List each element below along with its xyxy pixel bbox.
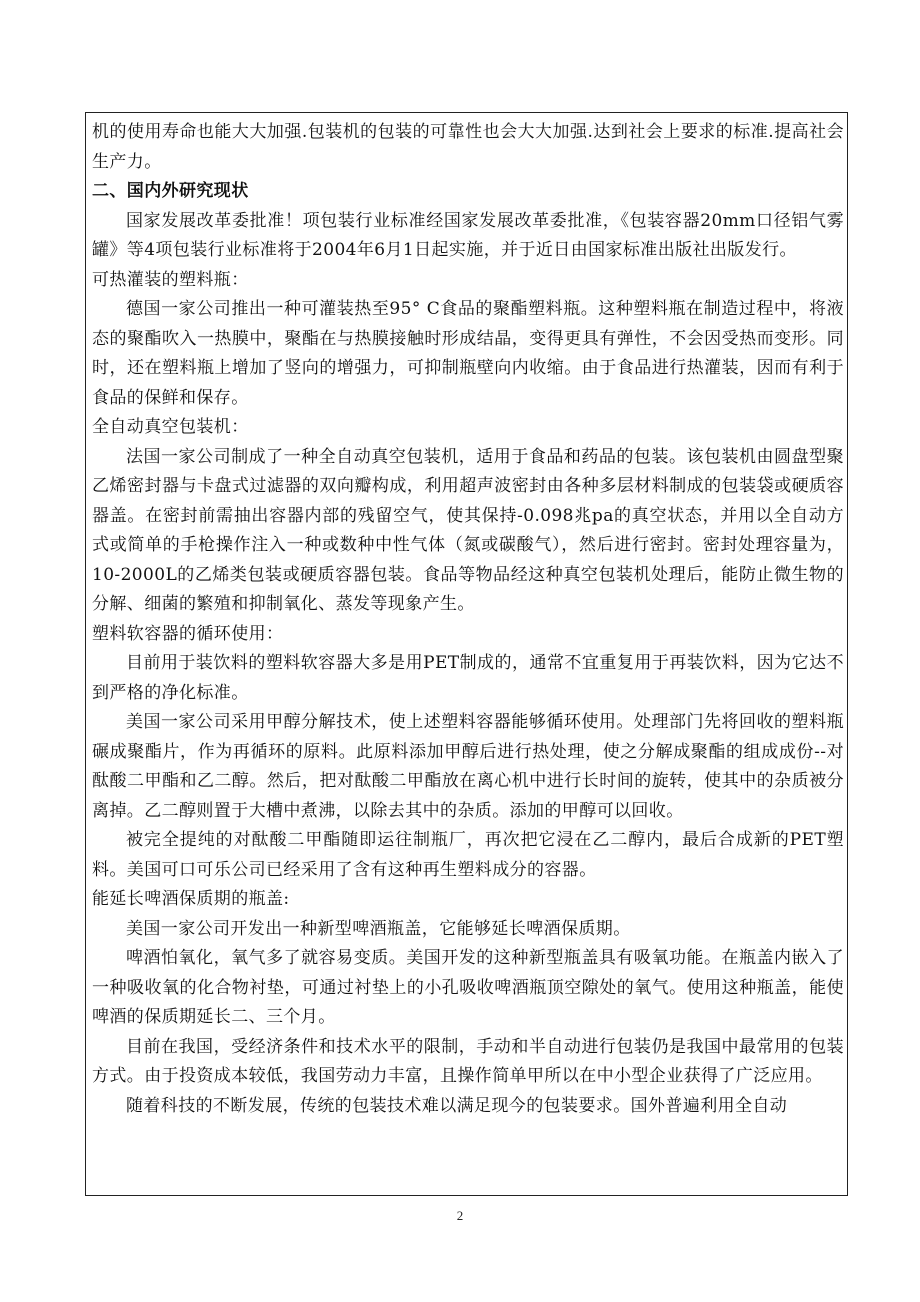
section-heading: 二、国内外研究现状 [92,181,249,201]
page-number: 2 [456,1208,464,1223]
paragraph-vacuum-packer: 法国一家公司制成了一种全自动真空包装机，适用于食品和药品的包装。该包装机由圆盘型聚乙烯密封器与卡盘式过滤器的双向瓣构成，利用超声波密封由各种多层材料制成的包装袋或硬质容器盖。在密封前需抽出容器内部的残留空气，使其保持-0.098兆pa的真空状态，并用以全自动方式或简单的手枪操作注入一种或数种中性气体（氮或碳酸气），然后进行密封。密封处理容量为，10-2000L的乙烯类包装或硬质容器包装。食品等物品经这种真空包装机处理后，能防止微生物的分解、细菌的繁殖和抑制氧化、蒸发等现象产生。 [92,446,844,614]
paragraph-methanol-process: 美国一家公司采用甲醇分解技术，使上述塑料容器能够循环使用。处理部门先将回收的塑料瓶碾成聚酯片，作为再循环的原料。此原料添加甲醇后进行热处理，使之分解成聚酯的组成成份--对酞酸二甲酯和乙二醇。然后，把对酞酸二甲酯放在离心机中进行长时间的旋转，使其中的杂质被分离掉。乙二醇则置于大槽中煮沸，以除去其中的杂质。添加的甲醇可以回收。 [92,712,844,821]
paragraph-recycled-pet: 被完全提纯的对酞酸二甲酯随即运往制瓶厂，再次把它浸在乙二醇内，最后合成新的PET塑料。美国可口可乐公司已经采用了含有这种再生塑料成分的容器。 [92,830,844,880]
subheading-vacuum-packer: 全自动真空包装机： [92,417,249,437]
paragraph-continuation: 机的使用寿命也能大大加强.包装机的包装的可靠性也会大大加强.达到社会上要求的标准.提高社会生产力。 [92,122,844,172]
subheading-beer-cap: 能延长啤酒保质期的瓶盖: [92,889,290,909]
subheading-container-recycling: 塑料软容器的循环使用： [92,623,284,644]
document-frame [85,112,848,1196]
subheading-hot-fill-bottle: 可热灌装的塑料瓶： [92,269,249,290]
document-body [92,118,844,1121]
paragraph-standards: 国家发展改革委批准！项包装行业标准经国家发展改革委批准，《包装容器20mm口径铝气雾罐》等4项包装行业标准将于2004年6月1日起实施，并于近日由国家标准出版社出版发行。 [92,210,844,260]
paragraph-beer-cap-intro: 美国一家公司开发出一种新型啤酒瓶盖，它能够延长啤酒保质期。 [126,918,631,939]
paragraph-pet-containers: 目前用于装饮料的塑料软容器大多是用PET制成的，通常不宜重复用于再装饮料，因为它达不到严格的净化标准。 [92,653,844,703]
paragraph-tech-development: 随着科技的不断发展，传统的包装技术难以满足现今的包装要求。国外普遍利用全自动 [126,1095,788,1116]
paragraph-domestic-status: 目前在我国，受经济条件和技术水平的限制，手动和半自动进行包装仍是我国中最常用的包装方式。由于投资成本较低，我国劳动力丰富，且操作简单甲所以在中小型企业获得了广泛应用。 [92,1036,844,1086]
paragraph-hot-fill-bottle: 德国一家公司推出一种可灌装热至95° C食品的聚酯塑料瓶。这种塑料瓶在制造过程中，将液态的聚酯吹入一热膜中，聚酯在与热膜接触时形成结晶，变得更具有弹性，不会因受热而变形。同时，还在塑料瓶上增加了竖向的增强力，可抑制瓶壁向内收缩。由于食品进行热灌装，因而有利于食品的保鲜和保存。 [92,299,844,408]
paragraph-beer-cap-detail: 啤酒怕氧化，氧气多了就容易变质。美国开发的这种新型瓶盖具有吸氧功能。在瓶盖内嵌入了一种吸收氧的化合物衬垫，可通过衬垫上的小孔吸收啤酒瓶顶空隙处的氧气。使用这种瓶盖，能使啤酒的保质期延长二、三个月。 [92,948,844,1027]
